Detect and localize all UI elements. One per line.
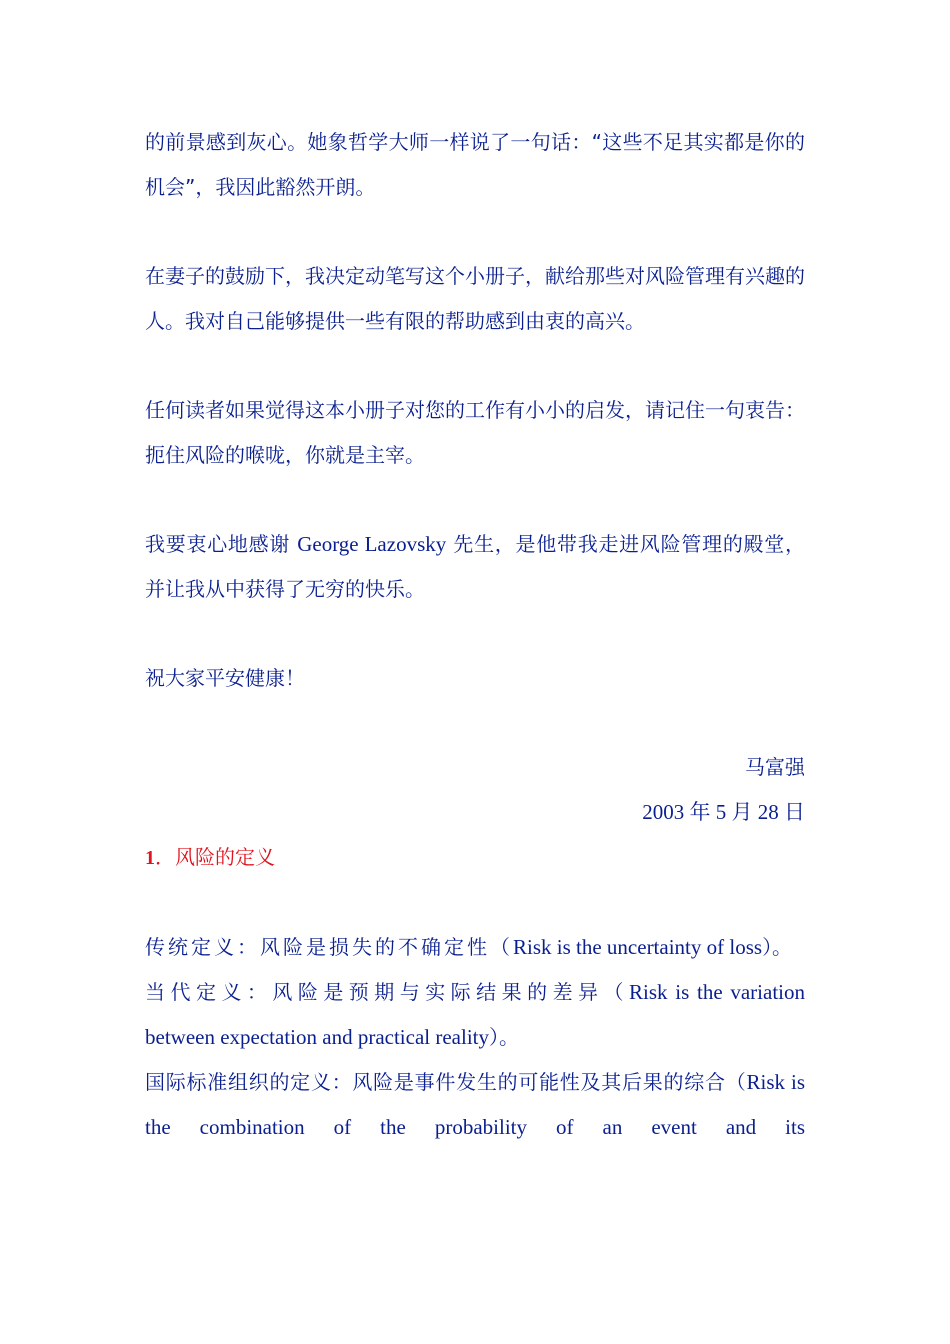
- thanks-after: 先生，是他带我走进风险管理的殿堂，并让我从中获得了无穷的快乐。: [145, 532, 806, 601]
- paragraph-wish: 祝大家平安健康！: [145, 666, 305, 690]
- definition-iso-english: Risk is the combination of the probability of an event and its: [145, 1070, 806, 1139]
- definition-contemporary-label: 当代定义：风险是预期与实际结果的差异（: [145, 980, 630, 1004]
- definition-iso-label: 国际标准组织的定义：风险是事件发生的可能性及其后果的综合: [145, 1070, 726, 1094]
- definition-contemporary-close: ）。: [489, 1025, 519, 1049]
- section-separator: ．: [155, 845, 175, 869]
- section-number: 1: [145, 847, 155, 869]
- document-page: [145, 120, 805, 1150]
- signature-author: 马富强: [745, 755, 805, 779]
- definition-traditional-english: Risk is the uncertainty of loss: [513, 935, 763, 959]
- paragraph-advice: 任何读者如果觉得这本小册子对您的工作有小小的启发，请记住一句衷告：扼住风险的喉咙，你就是主宰。: [145, 398, 805, 467]
- paragraph-booklet-purpose: 在妻子的鼓励下，我决定动笔写这个小册子，献给那些对风险管理有兴趣的人。我对自己能够提供一些有限的帮助感到由衷的高兴。: [145, 264, 805, 333]
- paragraph-thanks: [145, 522, 805, 612]
- definition-iso: [145, 1060, 805, 1150]
- definition-traditional-close: ）。: [762, 935, 793, 959]
- definition-contemporary-english: Risk is the variation between expectation and practical reality: [145, 980, 806, 1049]
- definition-traditional-label: 传统定义：风险是损失的不确定性（: [145, 935, 513, 959]
- definition-traditional: [145, 925, 805, 970]
- definition-contemporary: [145, 970, 805, 1060]
- thanks-before: 我要衷心地感谢: [145, 532, 298, 556]
- signature-date: 2003 年 5 月 28 日: [642, 800, 805, 824]
- section-heading: [145, 835, 805, 881]
- definition-iso-open: （: [725, 1070, 747, 1094]
- thanks-name: George Lazovsky: [297, 532, 447, 556]
- section-title: 风险的定义: [175, 845, 275, 869]
- paragraph-encouragement: 的前景感到灰心。她象哲学大师一样说了一句话：“这些不足其实都是你的机会”，我因此豁然开朗。: [145, 130, 805, 199]
